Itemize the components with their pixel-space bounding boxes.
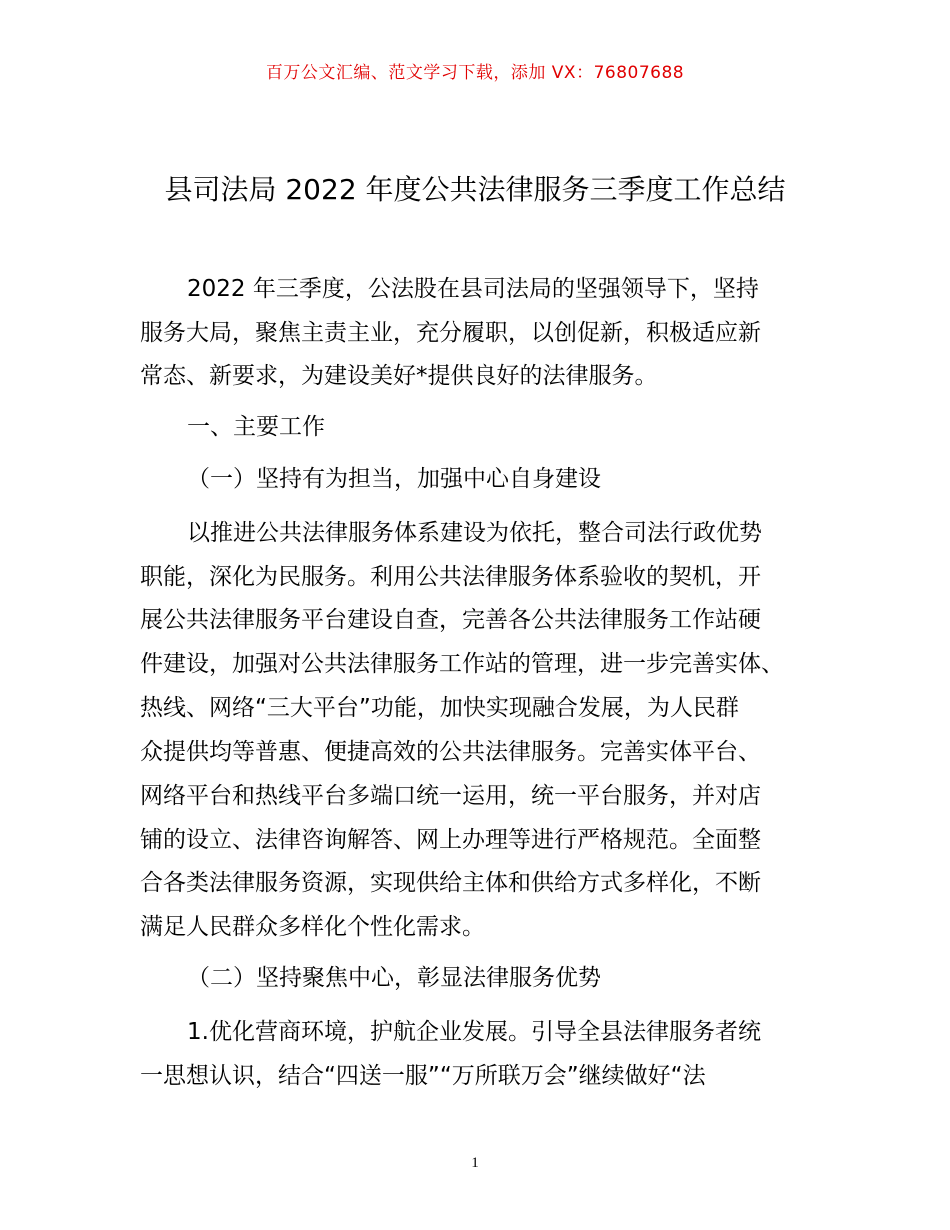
paragraph-line: 2022 年三季度，公法股在县司法局的坚强领导下，坚持 bbox=[187, 276, 759, 302]
paragraph-line: 常态、新要求，为建设美好*提供良好的法律服务。 bbox=[140, 363, 658, 389]
page-number: 1 bbox=[471, 1155, 479, 1171]
paragraph-line: 件建设，加强对公共法律服务工作站的管理，进一步完善实体、 bbox=[140, 651, 784, 677]
paragraph-line: 以推进公共法律服务体系建设为依托，整合司法行政优势 bbox=[187, 520, 762, 546]
subsection-heading: （一）坚持有为担当，加强中心自身建设 bbox=[187, 466, 601, 492]
watermark-banner: 百万公文汇编、范文学习下载，添加 VX：76807688 bbox=[265, 63, 685, 83]
paragraph-line: 服务大局，聚焦主责主业，充分履职，以创促新，积极适应新 bbox=[140, 320, 761, 346]
paragraph-line: 热线、网络“三大平台”功能，加快实现融合发展，为人民群 bbox=[140, 695, 739, 721]
paragraph-line: 职能，深化为民服务。利用公共法律服务体系验收的契机，开 bbox=[140, 564, 761, 590]
paragraph-line: 众提供均等普惠、便捷高效的公共法律服务。完善实体平台、 bbox=[140, 739, 761, 765]
paragraph-line: 铺的设立、法律咨询解答、网上办理等进行严格规范。全面整 bbox=[140, 827, 761, 853]
subsection-heading: （二）坚持聚焦中心，彰显法律服务优势 bbox=[187, 965, 601, 991]
paragraph-line: 展公共法律服务平台建设自查，完善各公共法律服务工作站硬 bbox=[140, 607, 761, 633]
document-title: 县司法局 2022 年度公共法律服务三季度工作总结 bbox=[164, 173, 786, 206]
section-heading: 一、主要工作 bbox=[187, 414, 325, 440]
paragraph-line: 网络平台和热线平台多端口统一运用，统一平台服务，并对店 bbox=[140, 783, 761, 809]
paragraph-line: 满足人民群众多样化个性化需求。 bbox=[140, 914, 485, 940]
paragraph-line: 一思想认识，结合“四送一服”“万所联万会”继续做好“法 bbox=[140, 1063, 706, 1089]
paragraph-line: 合各类法律服务资源，实现供给主体和供给方式多样化，不断 bbox=[140, 870, 761, 896]
paragraph-line: 1.优化营商环境，护航企业发展。引导全县法律服务者统 bbox=[187, 1019, 761, 1045]
